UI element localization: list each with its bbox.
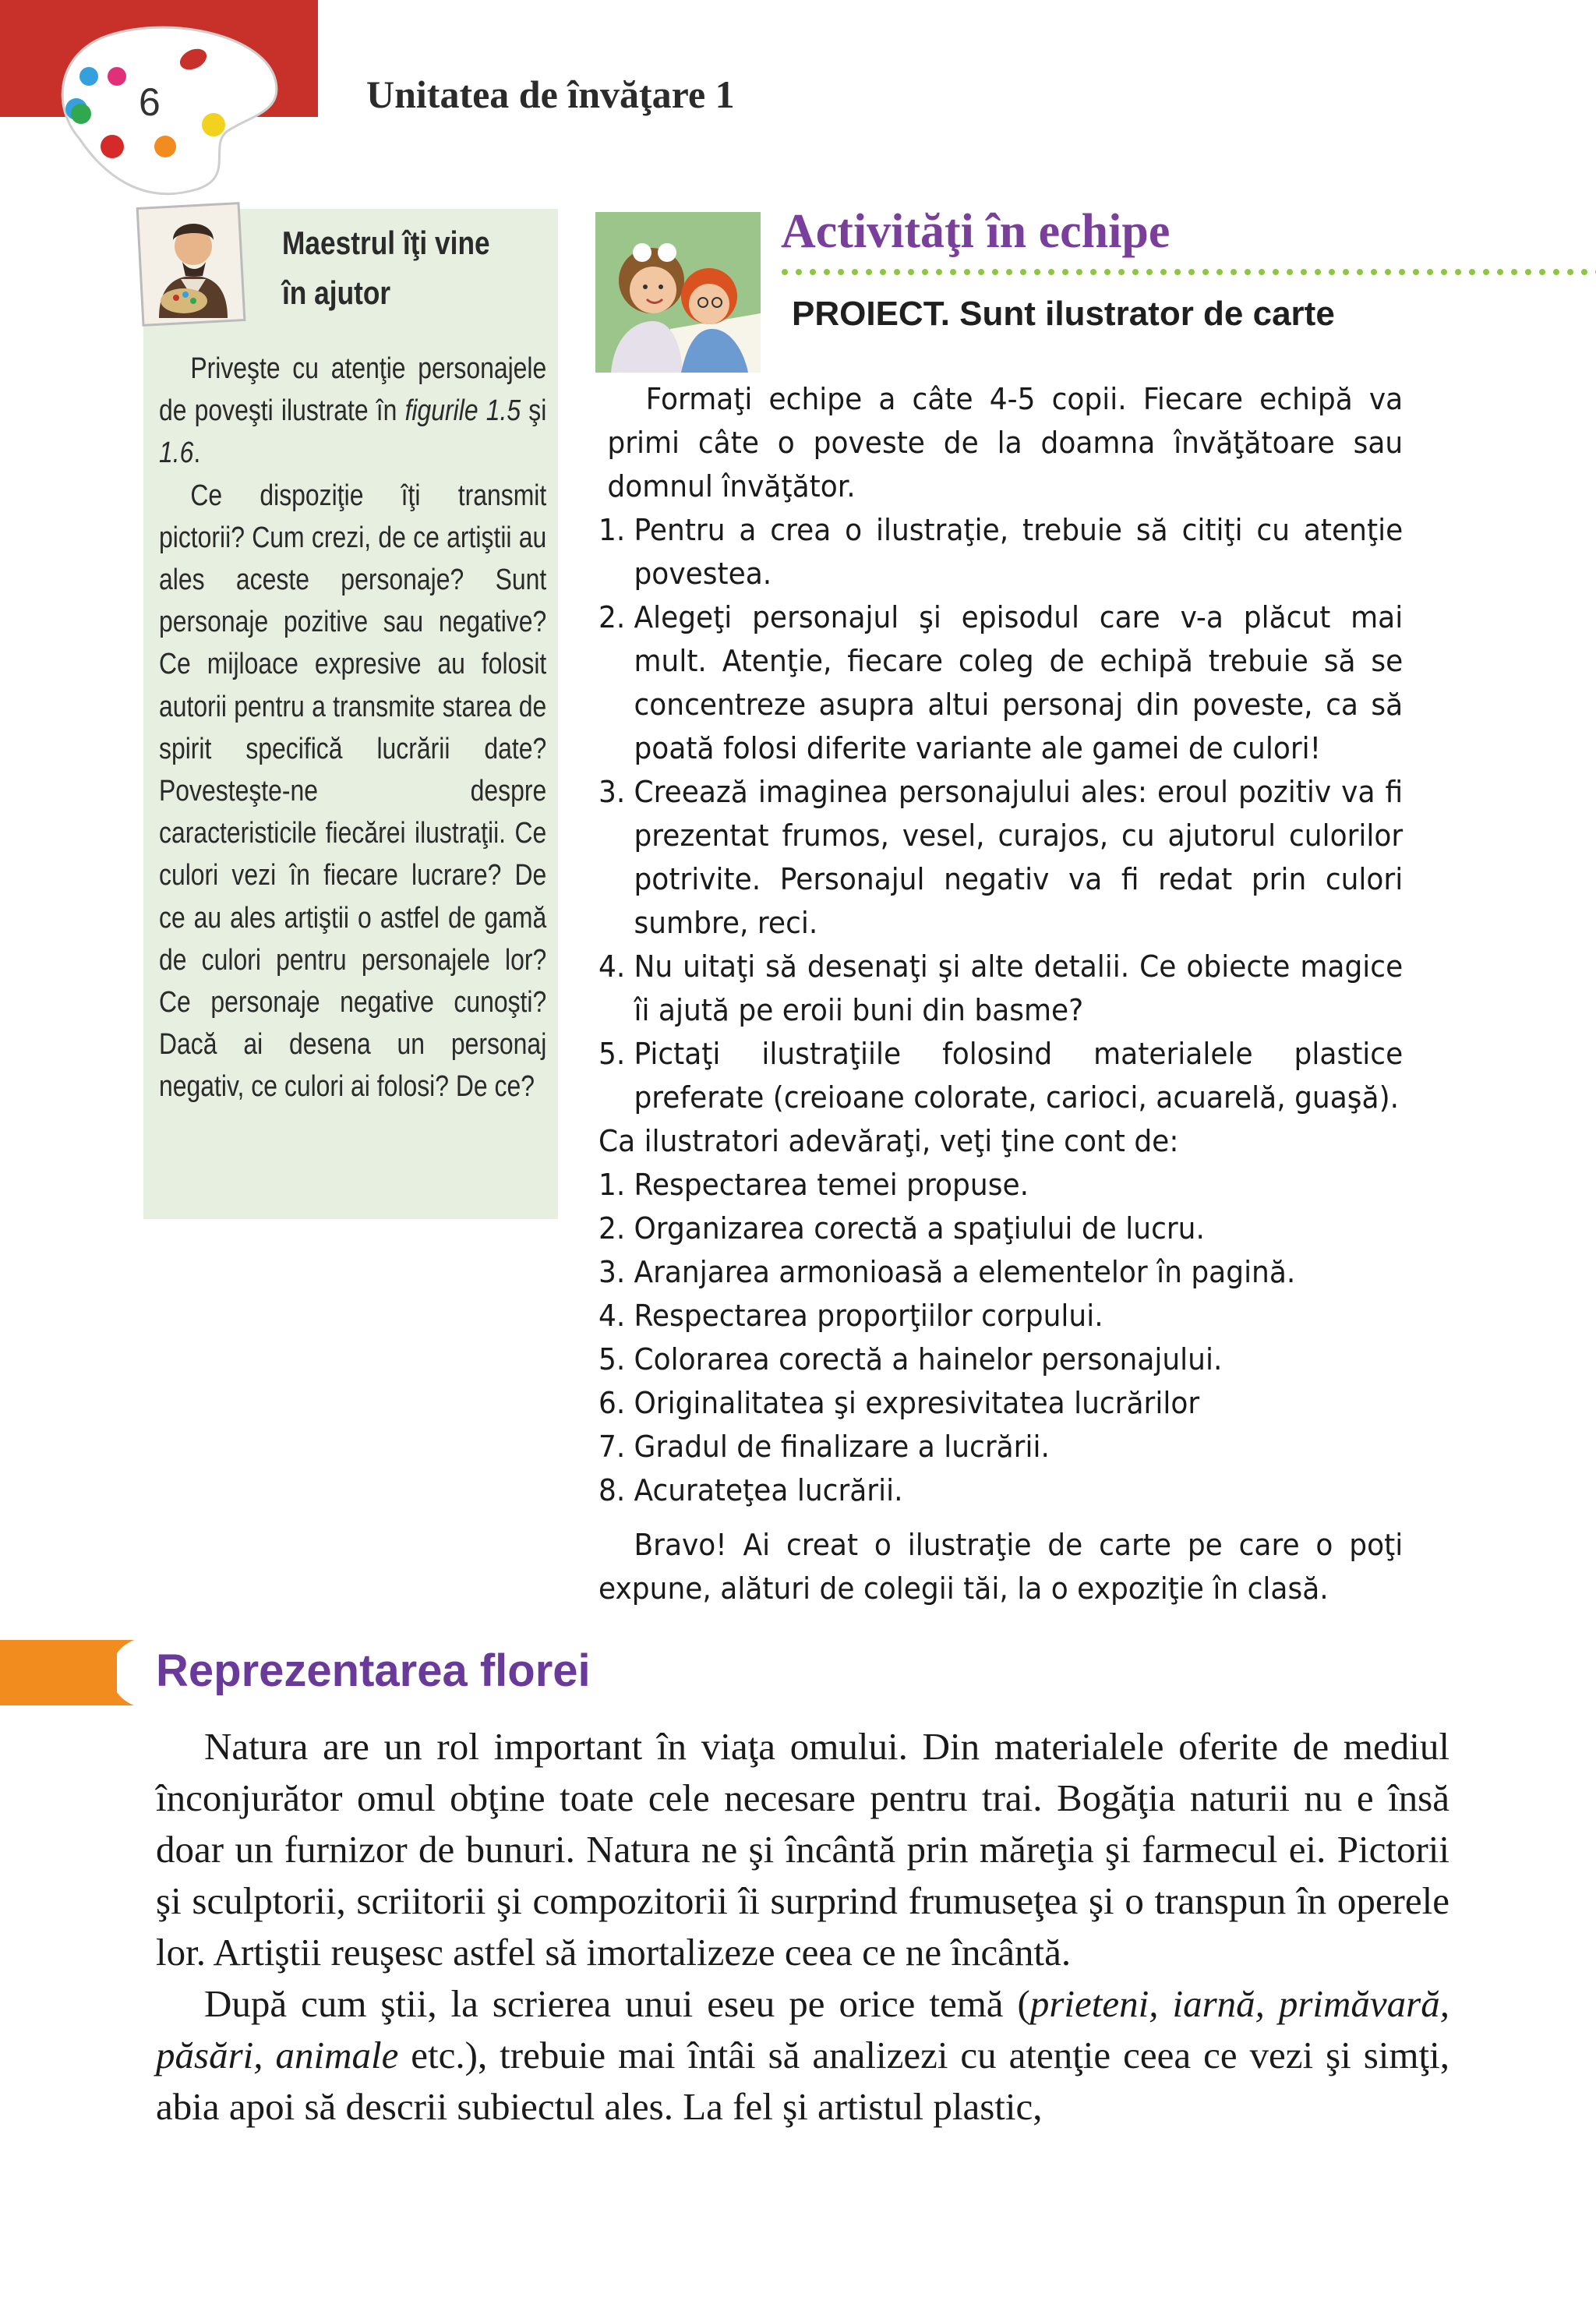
activity-closing: Bravo! Ai creat o ilustraţie de carte pe care o poţi expune, alături de colegii tăi, la o expoziţie în clasă. — [598, 1528, 1404, 1606]
dotted-divider — [781, 268, 1596, 276]
project-title: PROIECT. Sunt ilustrator de carte — [792, 295, 1335, 333]
step-item — [598, 1032, 1403, 1119]
criteria-item-text: Originalitatea şi expresivitatea lucrărilor — [634, 1386, 1200, 1420]
sidebar-text — [159, 348, 546, 1108]
section-paragraph-2 — [156, 1978, 1449, 2133]
step-item-number: 4. — [598, 949, 626, 984]
criteria-item-number: 6. — [598, 1386, 626, 1420]
criteria-item-number: 7. — [598, 1430, 626, 1464]
criteria-item — [598, 1207, 1403, 1250]
paint-palette-icon — [48, 22, 282, 198]
step-item-number: 3. — [598, 775, 626, 809]
section-paragraph-1: Natura are un rol important în viaţa omului. Din materialele oferite de mediul înconjurător omul obţine toate cele necesare pentru trai. Bogăţia naturii nu e însă doar un furnizor de bunuri. Natura ne şi încântă prin măreţia şi farmecul ei. Pictorii şi sculptorii, scriitorii şi compozitorii îi surprind frumuseţea şi o transpun în operele lor. Artiştii reuşesc astfel să imortalizeze ceea ce ne încântă. — [156, 1725, 1449, 1974]
step-item — [598, 770, 1403, 945]
step-item-text: Nu uitaţi să desenaţi şi alte detalii. Ce obiecte magice îi ajută pe eroii buni din basme? — [634, 949, 1404, 1027]
sidebar-title: Maestrul îţi vine în ajutor — [282, 224, 490, 311]
criteria-item-number: 8. — [598, 1473, 626, 1507]
step-item-number: 2. — [598, 600, 626, 634]
step-item-number: 5. — [598, 1037, 626, 1071]
criteria-item-text: Colorarea corectă a hainelor personajului. — [634, 1342, 1223, 1377]
step-item-number: 1. — [598, 513, 626, 547]
step-item-text: Pictaţi ilustraţiile folosind materialele plastice preferate (creioane colorate, carioci, acuarelă, guaşă). — [634, 1037, 1404, 1115]
sidebar-p1-end: . — [193, 436, 201, 470]
criteria-item-number: 3. — [598, 1255, 626, 1289]
sidebar-paragraph-1 — [159, 348, 546, 475]
section-marker-cap — [101, 1640, 164, 1705]
activity-body — [598, 377, 1403, 1610]
criteria-item-text: Acurateţea lucrării. — [634, 1473, 903, 1507]
section-p2-text-end: etc.), trebuie mai întâi să analizezi cu atenţie ceea ce vezi şi simţi, abia apoi să descrii subiectul ales. La fel şi artistul plastic, — [156, 2034, 1449, 2128]
criteria-item-text: Gradul de finalizare a lucrării. — [634, 1430, 1050, 1464]
criteria-item — [598, 1468, 1403, 1512]
sidebar-p1-text: Priveşte cu atenţie personajele de poveşti ilustrate în — [159, 352, 547, 428]
section-p2-text: După cum ştii, la scrierea unui eseu pe orice temă ( — [204, 1982, 1030, 2025]
unit-title: Unitatea de învăţare 1 — [366, 72, 735, 116]
section-text — [156, 1721, 1449, 2133]
steps-list — [598, 508, 1403, 1119]
page-number: 6 — [139, 80, 161, 124]
activity-intro: Formaţi echipe a câte 4-5 copii. Fiecare echipă va primi câte o poveste de la doamna învăţătoare sau domnul învăţător. — [607, 382, 1404, 504]
sidebar-paragraph-2: Ce dispoziţie îţi transmit pictorii? Cum crezi, de ce artiştii au ales aceste personaje? Sunt personaje pozitive sau negative? Ce mijloace expresive au folosit autorii pentru a transmite starea de spirit specifică lucrării date? Povesteşte-ne despre caracteristicile fiecărei ilustraţii. Ce culori vezi în fiecare lucrare? De ce au ales artiştii o astfel de gamă de culori pentru personajele lor? Ce personaje negative cunoşti? Dacă ai desena un personaj negativ, ce culori ai folosi? De ce? — [159, 479, 547, 1104]
criteria-item-text: Aranjarea armonioasă a elementelor în pagină. — [634, 1255, 1296, 1289]
criteria-item — [598, 1381, 1403, 1425]
step-item-text: Pentru a crea o ilustraţie, trebuie să citiţi cu atenţie povestea. — [634, 513, 1404, 591]
section-p2-examples: prieteni, iarnă, primăvară, păsări, animale — [156, 1982, 1449, 2076]
criteria-item-number: 2. — [598, 1211, 626, 1246]
sidebar-p1-figure-ref: figurile 1.5 — [404, 394, 521, 428]
step-item-text: Alegeţi personajul şi episodul care v-a plăcut mai mult. Atenţie, fiecare coleg de echipă trebuie să se concentreze asupra altui personaj din poveste, ca să poată folosi diferite variante ale gamei de culori! — [634, 600, 1404, 765]
section-marker-bar — [0, 1640, 117, 1705]
criteria-item-text: Organizarea corectă a spaţiului de lucru. — [634, 1211, 1205, 1246]
criteria-item-number: 5. — [598, 1342, 626, 1377]
criteria-item — [598, 1163, 1403, 1207]
activity-heading: Activităţi în echipe — [781, 205, 1171, 258]
criteria-item-text: Respectarea temei propuse. — [634, 1168, 1029, 1202]
artist-portrait-illustration — [136, 201, 246, 327]
criteria-item-text: Respectarea proporţiilor corpului. — [634, 1299, 1103, 1333]
sidebar-p1-figure-ref-2: 1.6 — [159, 436, 194, 470]
children-drawing-illustration — [595, 212, 761, 373]
criteria-list — [598, 1163, 1403, 1512]
criteria-item — [598, 1338, 1403, 1381]
criteria-item — [598, 1425, 1403, 1468]
criteria-item — [598, 1250, 1403, 1294]
step-item-text: Creează imaginea personajului ales: eroul pozitiv va fi prezentat frumos, vesel, curajos, cu ajutorul culorilor potrivite. Personajul negativ va fi redat prin culori sumbre, reci. — [634, 775, 1404, 940]
step-item — [598, 596, 1403, 770]
criteria-intro: Ca ilustratori adevăraţi, veţi ţine cont de: — [598, 1124, 1179, 1158]
step-item — [598, 508, 1403, 596]
section-heading: Reprezentarea florei — [156, 1645, 591, 1696]
criteria-item-number: 1. — [598, 1168, 626, 1202]
criteria-item — [598, 1294, 1403, 1338]
sidebar-p1-conj: şi — [521, 394, 547, 428]
criteria-item-number: 4. — [598, 1299, 626, 1333]
step-item — [598, 945, 1403, 1032]
